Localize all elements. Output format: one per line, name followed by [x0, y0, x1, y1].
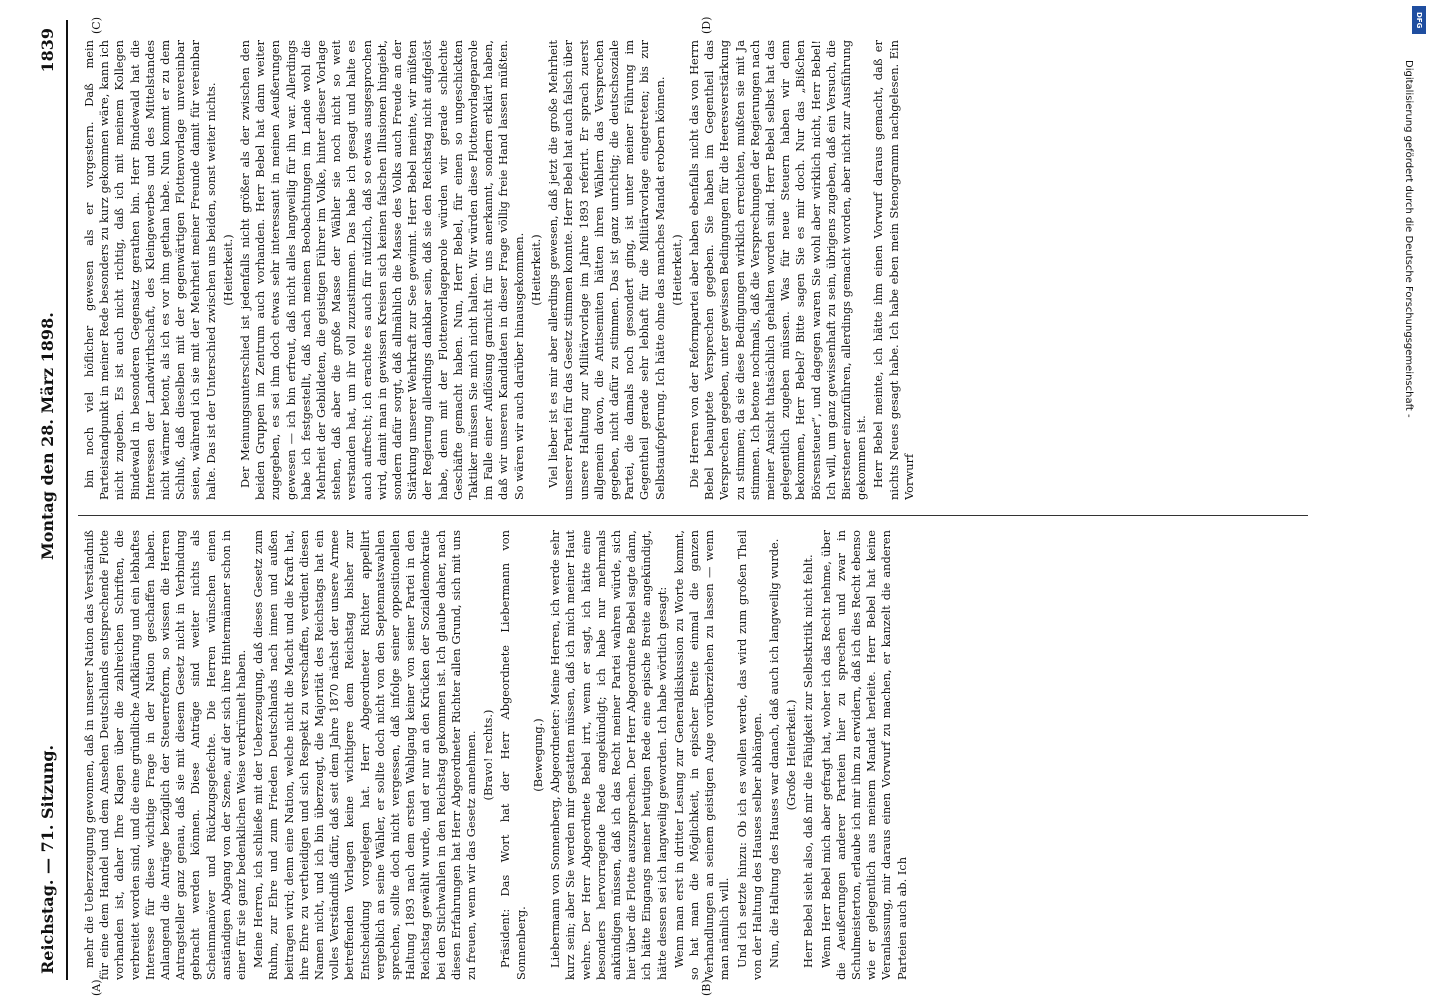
interjection: (Heiterkeit.) [220, 234, 235, 306]
margin-mark-a: (A) [90, 979, 103, 996]
interjection: (Große Heiterkeit.) [784, 699, 799, 811]
right-column [82, 40, 1302, 500]
interjection: (Bewegung.) [530, 718, 545, 792]
digitization-credit: Digitalisierung gefördert durch die Deutsche Forschungsgemeinschaft - [1403, 60, 1414, 418]
page-header [30, 20, 68, 980]
paragraph: Herr Bebel meinte, ich hätte ihm einen Vorwurf daraus gemacht, daß er nichts Neues gesagt habe. Ich habe eben mein Stenogramm nachgelesen. Ein Vorwurf [871, 40, 916, 500]
paragraph: Nun, die Haltung des Hauses war danach, daß auch ich langweilig wurde. [766, 538, 781, 968]
credit-strip [1400, 0, 1430, 1000]
interjection: (Bravo! rechts.) [481, 709, 496, 801]
header-session: Reichstag. — 71. Sitzung. [38, 744, 57, 974]
column-divider [78, 515, 1308, 516]
margin-mark-b: (B) [700, 979, 713, 996]
interjection: (Heiterkeit.) [669, 234, 684, 306]
margin-mark-d: (D) [700, 16, 713, 34]
paragraph: Herr Bebel sieht also, daß mir die Fähigkeit zur Selbstkritik nicht fehlt. [801, 554, 816, 968]
paragraph: Der Meinungsunterschied ist jedenfalls nicht größer als der zwischen den beiden Gruppen im Zentrum auch vorhanden. Herr Bebel hat dann weiter zugegeben, es sei ihm doch etwas sehr interessant in meinen Aeußerungen gewesen — ich bin erfreut, daß nicht alles langweilig für ihn war. Allerdings habe ich festgestellt, daß nach meinen Beobachtungen im Lande wohl die Mehrheit der Gebildeten, die geistigen Führer im Volke, hinter dieser Vorlage stehen, daß aber die große Masse der Wähler sie noch nicht so weit verstanden hat, um ihr voll zuzustimmen. Das habe ich gesagt und halte es auch aufrecht; ich erachte es auch für nützlich, daß so etwas ausgesprochen wird, damit man in gewissen Kreisen sich keinen falschen Illusionen hingiebt, sondern dafür sorgt, daß allmählich die Masse des Volks auch Freude an der Stärkung unserer Wehrkraft zur See gewinnt. Herr Bebel meinte, wir müßten der Regierung allerdings dankbar sein, daß sie den Reichstag nicht aufgelöst habe, denn mit der Flottenvorlageparole würden wir gerade schlechte Geschäfte gemacht haben. Nun, Herr Bebel, für einen so ungeschickten Taktiker müssen Sie mich nicht halten. Wir würden diese Flottenvorlageparole im Falle einer Auflösung garnicht für uns anerkannt, sondern erklärt haben, daß wir unseren Kandidaten in dieser Frage völlig freie Hand lassen müßten. So wären wir auch darüber hinausgekommen. [238, 40, 526, 500]
header-date: Montag den 28. März 1898. [38, 312, 57, 560]
paragraph: bin noch viel höflicher gewesen als er vorgestern. Daß mein Parteistandpunkt in meiner Rede besonders zu kurz gekommen wäre, kann ich nicht zugeben. Es ist auch nicht richtig, daß ich mit meinem Kollegen Bindewald in besonderen Gegensatz gerathen bin. Herr Bindewald hat die Interessen der Landwirthschaft, des Kleingewerbes und des Mittelstandes nicht wärmer betont, als ich es vor ihm gethan habe. Nun kommt er zu dem Schluß, daß dieselben mit der gegenwärtigen Flottenvorlage unvereinbar seien, während ich sie mit der Mehrheit meiner Freunde damit für vereinbar halte. Das ist der Unterschied zwischen uns beiden, sonst weiter nichts. [82, 40, 218, 500]
paragraph: Liebermann von Sonnenberg, Abgeordneter: Meine Herren, ich werde sehr kurz sein; aber Sie werden mir gestatten müssen, daß ich mich meiner Haut wehre. Der Herr Abgeordnete Bebel irrt, wenn er sagt, ich hätte eine besonders hervorragende Rede angekündigt; ich habe nur mehrmals ankündigen müssen, daß ich das Recht meiner Partei wahren würde, sich hier über die Flotte auszusprechen. Der Herr Abgeordnete Bebel sagte dann, ich hätte Eingangs meiner heutigen Rede eine epische Breite angekündigt, hätte dessen sei ich langweilig geworden. Ich habe wörtlich gesagt: [548, 530, 669, 980]
margin-mark-c: (C) [90, 17, 103, 34]
paragraph: Viel lieber ist es mir aber allerdings gewesen, daß jetzt die große Mehrheit unserer Partei für das Gesetz stimmen konnte. Herr Bebel hat auch falsch über unsere Haltung zur Militärvorlage im Jahre 1893 referirt. Er sprach zuerst allgemein davon, die Antisemiten hätten ihren Wählern das Versprechen gegeben, nicht dafür zu stimmen. Das ist ganz unrichtig; die deutschsoziale Partei, die damals noch gesondert ging, ist unter meiner Führung im Gegentheil gerade sehr lebhaft für die Militärvorlage eingetreten; bis zur Selbstaufopferung. Ich hätte ohne das manches Mandat erobern können. [546, 40, 667, 500]
dfg-logo: DFG [1412, 6, 1426, 34]
quotation: Wenn man erst in dritter Lesung zur Generaldiskussion zu Worte kommt, so hat man die Möglichkeit, in epischer Breite einmal die ganzen Verhandlungen an seinem geistigen Auge vorüberziehen zu lassen — wenn man nämlich will. [671, 530, 732, 980]
paragraph: mehr die Ueberzeugung gewonnen, daß in unserer Nation das Verständniß für eine dem Handel und dem Ansehen Deutschlands entsprechende Flotte vorhanden ist, daher Ihre Klagen über die zahlreichen Schriften, die verbreitet worden sind, und die eine gründliche Aufklärung und ein lebhaftes Interesse für diese wichtige Frage in der Nation geschaffen haben. Anlangend die Anträge bezüglich der Steuerreform, so wissen die Herren Antragsteller ganz genau, daß sie mit diesem Gesetz nicht in Verbindung gebracht werden können. Diese Anträge sind weiter nichts als Scheinmanöver und Rückzugsgefechte. Die Herren wünschen einen anständigen Abgang von der Szene, auf der sich ihre Hintermänner schon in einer für sie ganz bedenklichen Weise verkrümelt haben. [82, 530, 249, 980]
paragraph: Und ich setzte hinzu: Ob ich es wollen werde, das wird zum großen Theil von der Haltung des Hauses selber abhängen. [734, 530, 764, 980]
page-number: 1839 [38, 28, 57, 73]
paragraph: Die Herren von der Reformpartei aber haben ebenfalls nicht das von Herrn Bebel behauptete Versprechen gegeben. Sie haben im Gegentheil das Versprechen gegeben, unter gewissen Bedingungen für die Heeresverstärkung zu stimmen; da sie diese Bedingungen wirklich erreichten, mußten sie mit Ja stimmen. Ich betone nochmals, daß die Versprechungen der Regierungen nach meiner Ansicht thatsächlich gehalten worden sind. Herr Bebel selbst hat das gelegentlich zugeben müssen. Was für neue Steuern haben wir denn bekommen, Herr Bebel? Bitte sagen Sie es mir doch. Nur das „Bißchen Börsensteuer“, und dagegen waren Sie wohl aber wirklich nicht, Herr Bebel! Ich will, um ganz gewissenhaft zu sein, übrigens zugeben, daß ein Versuch, die Bierstener einzuführen, allerdings gemacht worden, aber nicht zur Ausführung gekommen ist. [686, 40, 869, 500]
left-column [82, 530, 1302, 980]
paragraph: Präsident: Das Wort hat der Herr Abgeordnete Liebermann von Sonnenberg. [498, 530, 528, 980]
interjection: (Heiterkeit.) [528, 234, 543, 306]
paragraph: Meine Herren, ich schließe mit der Ueberzeugung, daß dieses Gesetz zum Ruhm, zur Ehre und zum Frieden Deutschlands nach innen und außen beitragen wird; denn eine Nation, welche nicht die Macht und die Kraft hat, ihre Ehre zu vertheidigen und sich Respekt zu verschaffen, verdient diesen Namen nicht, und ich bin überzeugt, die Majorität des Reichstags hat ein volles Verständniß dafür, daß seit dem Jahre 1870 nächst der unsere Armee betreffenden Vorlagen keine wichtigere dem Reichstag bisher zur Entscheidung vorgelegen hat. Herr Abgeordneter Richter appellirt vergeblich an seine Wähler, er sollte doch nicht von den Septennatswahlen sprechen, sollte doch nicht vergessen, daß infolge seiner oppositionellen Haltung 1893 nach dem ersten Wahlgang keiner von seiner Partei in den Reichstag gewählt wurde, und er nur an den Krücken der Sozialdemokratie bei den Stichwahlen in den Reichstag gekommen ist. Ich glaube daher, nach diesen Erfahrungen hat Herr Abgeordneter Richter allen Grund, sich mit uns zu freuen, wenn wir das Gesetz annehmen. [251, 530, 479, 980]
paragraph: Wenn Herr Bebel mich aber gefragt hat, woher ich das Recht nehme, über die Aeußerungen anderer Parteien hier zu sprechen und zwar in Schulmeisterton, erlaube ich mir ihm zu erwidern, daß ich dies Recht ebenso wie er gelegentlich aus meinem Mandat herleite. Herr Bebel hat keine Veranlassung, mir daraus einen Vorwurf zu machen, er kanzelt die anderen Parteien auch ab. Ich [818, 530, 909, 980]
